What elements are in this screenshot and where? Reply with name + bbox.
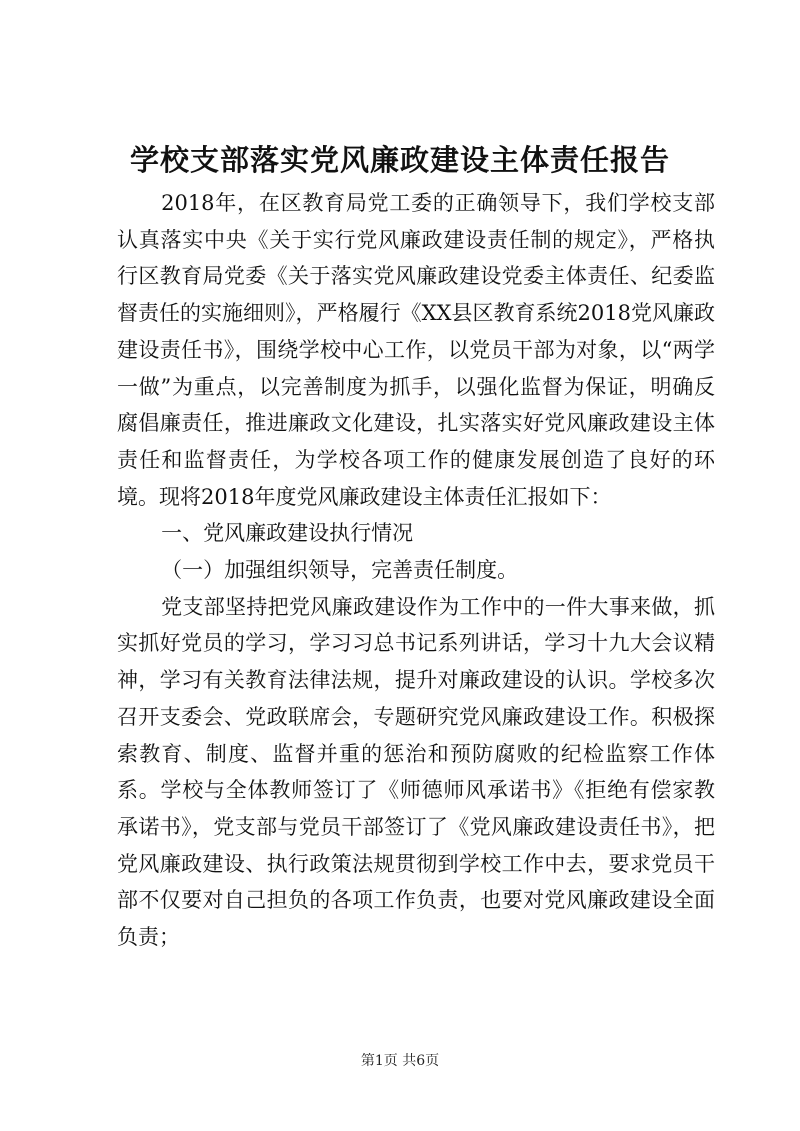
document-title: 学校支部落实党风廉政建设主体责任报告 [129,143,670,177]
section-heading: 一、党风廉政建设执行情况 [161,521,414,546]
document-body [117,185,715,956]
page-footer: 第1页 共6页 [360,1053,440,1069]
subsection-heading: （一）加强组织领导，完善责任制度。 [161,558,519,583]
body-paragraph: 党支部坚持把党风廉政建设作为工作中的一件大事来做，抓实抓好党员的学习，学习习总书记系列讲话，学习十九大会议精神，学习有关教育法律法规，提升对廉政建设的认识。学校多次召开支委会、党政联席会，专题研究党风廉政建设工作。积极探索教育、制度、监督并重的惩治和预防腐败的纪检监察工作体系。学校与全体教师签订了《师德师风承诺书》《拒绝有偿家教承诺书》，党支部与党员干部签订了《党风廉政建设责任书》，把党风廉政建设、执行政策法规贯彻到学校工作中去，要求党员干部不仅要对自己担负的各项工作负责，也要对党风廉政建设全面负责； [117,594,715,950]
intro-paragraph: 2018年，在区教育局党工委的正确领导下，我们学校支部认真落实中央《关于实行党风廉政建设责任制的规定》，严格执行区教育局党委《关于落实党风廉政建设党委主体责任、纪委监督责任的实施细则》，严格履行《XX县区教育系统2018党风廉政建设责任书》，围绕学校中心工作，以党员干部为对象，以“两学一做”为重点，以完善制度为抓手，以强化监督为保证，明确反腐倡廉责任，推进廉政文化建设，扎实落实好党风廉政建设主体责任和监督责任，为学校各项工作的健康发展创造了良好的环境。现将2018年度党风廉政建设主体责任汇报如下： [117,191,715,509]
